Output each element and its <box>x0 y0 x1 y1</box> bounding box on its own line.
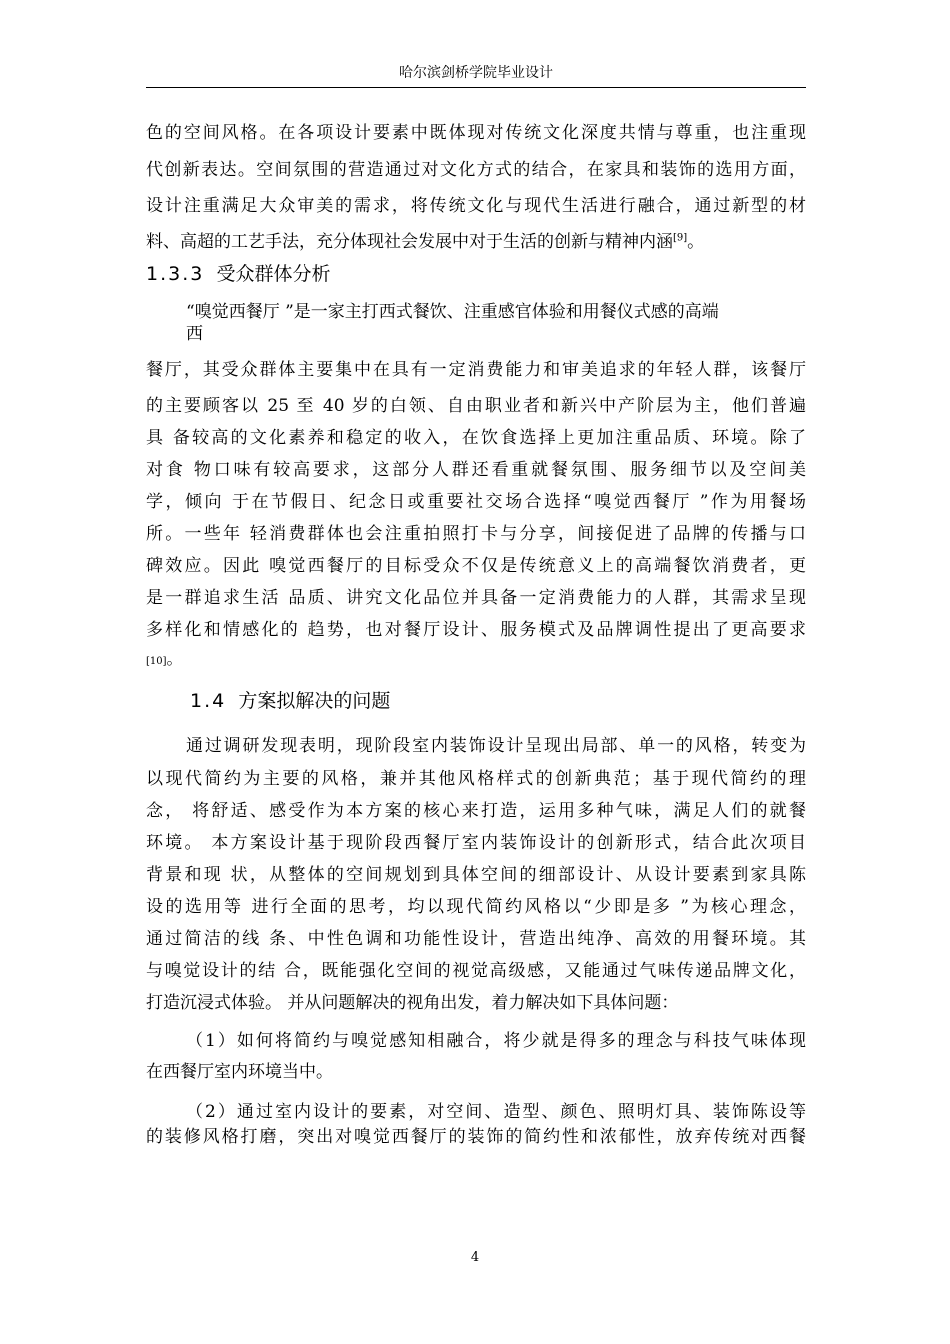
paragraph-line: 对食 物口味有较高要求，这部分人群还看重就餐氛围、服务细节以及空间美 <box>146 460 806 480</box>
section-title: 受众群体分析 <box>216 263 331 285</box>
paragraph-line: 西 <box>186 324 203 344</box>
paragraph-line: 以现代简约为主要的风格，兼并其他风格样式的创新典范；基于现代简约的理 <box>146 769 806 789</box>
header-rule <box>146 87 806 88</box>
paragraph-last-line <box>146 649 183 668</box>
page-header: 哈尔滨剑桥学院毕业设计 <box>399 65 553 81</box>
paragraph-line: 打造沉浸式体验。 并从问题解决的视角出发，着力解决如下具体问题： <box>146 993 679 1013</box>
paragraph-line: 通过调研发现表明，现阶段室内装饰设计呈现出局部、单一的风格，转变为 <box>186 736 806 756</box>
citation-ref: [10] <box>146 656 167 667</box>
paragraph-line: “嗅觉西餐厅 ”是一家主打西式餐饮、注重感官体验和用餐仪式感的高端 <box>186 302 719 322</box>
paragraph-line: 所。一些年 轻消费群体也会注重拍照打卡与分享，间接促进了品牌的传播与口 <box>146 524 806 544</box>
section-heading <box>146 262 330 286</box>
paragraph-line: 背景和现 状，从整体的空间规划到具体空间的细部设计、从设计要素到家具陈 <box>146 865 806 885</box>
paragraph-line: 具 备较高的文化素养和稳定的收入，在饮食选择上更加注重品质、环境。除了 <box>146 428 806 448</box>
paragraph-line: 与嗅觉设计的结 合，既能强化空间的视觉高级感，又能通过气味传递品牌文化， <box>146 961 806 981</box>
paragraph-last-line <box>146 231 704 253</box>
list-item-line: 的装修风格打磨，突出对嗅觉西餐厅的装饰的简约性和浓郁性，放弃传统对西餐 <box>146 1127 806 1147</box>
paragraph-line: 色的空间风格。在各项设计要素中既体现对传统文化深度共情与尊重，也注重现 <box>146 123 806 143</box>
paragraph-line: 念， 将舒适、感受作为本方案的核心来打造，运用多种气味，满足人们的就餐 <box>146 801 806 821</box>
paragraph-line: 代创新表达。空间氛围的营造通过对文化方式的结合，在家具和装饰的选用方面， <box>146 160 806 180</box>
paragraph-end: 。 <box>166 649 183 668</box>
section-title: 方案拟解决的问题 <box>238 690 391 712</box>
page-number: 4 <box>470 1250 480 1265</box>
paragraph-text: 料、高超的工艺手法，充分体现社会发展中对于生活的创新与精神内涵 <box>146 232 673 252</box>
section-number: 1.4 <box>190 690 227 712</box>
list-item-line: （1）如何将简约与嗅觉感知相融合，将少就是得多的理念与科技气味体现 <box>186 1031 806 1051</box>
section-heading <box>190 689 390 713</box>
paragraph-line: 碑效应。因此 嗅觉西餐厅的目标受众不仅是传统意义上的高端餐饮消费者，更 <box>146 556 806 576</box>
section-number: 1.3.3 <box>146 263 205 285</box>
paragraph-line: 设的选用等 进行全面的思考，均以现代简约风格以“少即是多 ”为核心理念， <box>146 897 806 917</box>
paragraph-line: 是一群追求生活 品质、讲究文化品位并具备一定消费能力的人群，其需求呈现 <box>146 588 806 608</box>
paragraph-line: 的主要顾客以 25 至 40 岁的白领、自由职业者和新兴中产阶层为主，他们普遍 <box>146 396 806 416</box>
paragraph-end: 。 <box>687 232 705 252</box>
paragraph-line: 设计注重满足大众审美的需求，将传统文化与现代生活进行融合，通过新型的材 <box>146 196 806 216</box>
citation-ref: [9] <box>673 232 688 244</box>
list-item-line: （2）通过室内设计的要素，对空间、造型、颜色、照明灯具、装饰陈设等 <box>186 1102 806 1122</box>
paragraph-line: 环境。 本方案设计基于现阶段西餐厅室内装饰设计的创新形式，结合此次项目 <box>146 833 806 853</box>
paragraph-line: 学，倾向 于在节假日、纪念日或重要社交场合选择“嗅觉西餐厅 ”作为用餐场 <box>146 492 806 512</box>
paragraph-line: 多样化和情感化的 趋势，也对餐厅设计、服务模式及品牌调性提出了更高要求 <box>146 620 806 640</box>
paragraph-line: 餐厅，其受众群体主要集中在具有一定消费能力和审美追求的年轻人群，该餐厅 <box>146 360 806 380</box>
paragraph-line: 通过简洁的线 条、中性色调和功能性设计，营造出纯净、高效的用餐环境。其 <box>146 929 806 949</box>
list-item-line: 在西餐厅室内环境当中。 <box>146 1062 333 1082</box>
